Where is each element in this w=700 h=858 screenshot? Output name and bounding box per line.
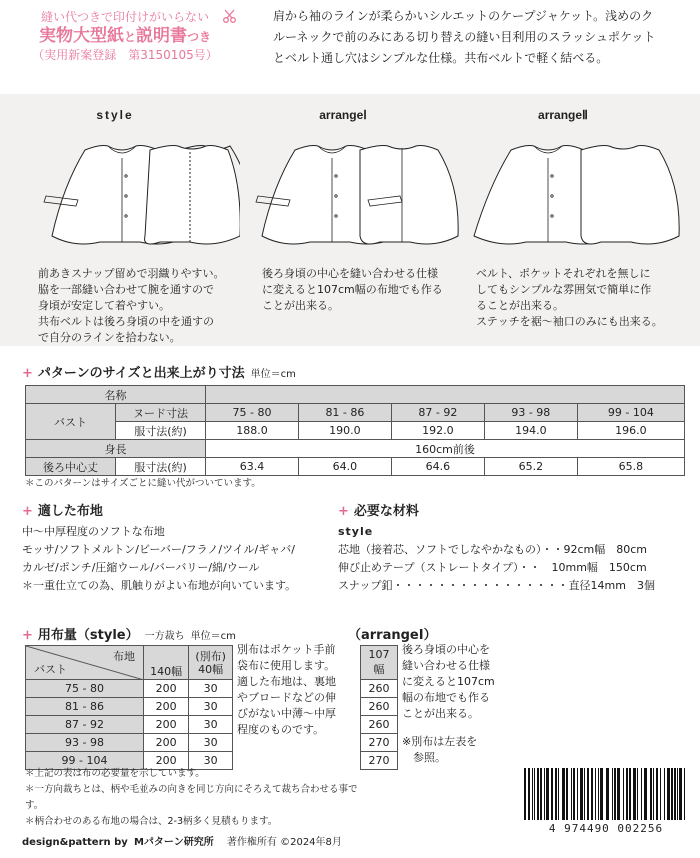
garment-header: 服寸法(約) xyxy=(116,422,206,440)
arrange2-label: arrangeⅡ xyxy=(538,108,588,122)
barcode-bar xyxy=(644,768,647,820)
barcode-bar xyxy=(528,768,530,820)
fabric-label: 布地 xyxy=(113,650,135,663)
barcode-bar xyxy=(671,768,673,820)
barcode-bar xyxy=(566,768,568,820)
barcode-bar xyxy=(623,768,624,820)
garment-header: 服寸法(約) xyxy=(116,458,206,476)
back-garment-cell: 63.4 xyxy=(206,458,299,476)
style-panels xyxy=(0,94,700,346)
barcode-bar xyxy=(534,768,535,820)
barcode-bar xyxy=(580,768,583,820)
barcode xyxy=(522,768,690,820)
tag-line1: 縫い代つきで印付けがいらない xyxy=(40,10,209,24)
bust-garment-cell: 192.0 xyxy=(391,422,484,440)
arrange1-drawing xyxy=(250,136,460,256)
name-header: 名称 xyxy=(26,386,206,404)
size-table xyxy=(25,385,685,476)
yardage-side-note: 別布はポケット手前 袋布に使用します。 適した布地は、裏地 やブロードなどの伸 びがない中薄～中厚 程度のものです。 xyxy=(237,643,336,736)
arrange2-desc: ベルト、ポケットそれぞれを無しに してもシンプルな雰囲気で簡単に作 ることが出来る。 ステッチを裾～袖口のみにも出来る。 xyxy=(476,267,663,328)
yardage-table: 布地 バスト 140幅 (別布) 40幅 75 - 80 200 30 81 - 86 200 30 87 - 92 200 30 93 - 98 200 30 99 - 104 200 30 xyxy=(25,645,233,770)
bust-garment-cell: 196.0 xyxy=(577,422,684,440)
barcode-number: 4 974490 002256 xyxy=(548,822,664,835)
barcode-bar xyxy=(626,768,628,820)
barcode-bar xyxy=(595,768,596,820)
barcode-bar xyxy=(606,768,609,820)
nude-cell: 87 - 92 xyxy=(391,404,484,422)
yardage-title: + 用布量（style） 一方裁ち 単位＝cm xyxy=(22,628,236,643)
back-garment-cell: 65.2 xyxy=(484,458,577,476)
size-section-title: + パターンのサイズと出来上がり寸法 単位＝cm xyxy=(22,366,296,381)
barcode-bar xyxy=(598,768,599,820)
barcode-bar xyxy=(677,768,678,820)
height-header: 身長 xyxy=(26,440,206,458)
barcode-bar xyxy=(650,768,652,820)
barcode-bar xyxy=(679,768,682,820)
height-value: 160cm前後 xyxy=(206,440,685,458)
fabric-section: + 適した布地 中～中厚程度のソフトな布地 モッサ/ソフトメルトン/ビーバー/フラノ/ツイル/ギャバ/ カルゼ/ポンチ/圧縮ウール/バーバリー/綿/ウール ＊一重仕立ての為、肌触りがよい布地が向いています。 xyxy=(22,504,297,592)
intro-text: 肩から袖のラインが柔らかいシルエットのケープジャケット。浅めのク ルーネックで前のみにある切り替えの縫い目利用のスラッシュポケット とベルト通し穴はシンプルな仕様。共布ベルトで軽く結べる。 xyxy=(273,9,656,65)
bust-label: バスト xyxy=(34,663,67,676)
nude-header: ヌード寸法 xyxy=(116,404,206,422)
nude-cell: 93 - 98 xyxy=(484,404,577,422)
barcode-bar xyxy=(584,768,585,820)
yardage-notes: ＊上記の表は布の必要量を示しています。 ＊一方向裁ちとは、柄や毛並みの向きを同じ方向にそろえて裁ち合わせる事です。 ＊柄合わせのある布地の場合は、2-3柄多く見積もります。 xyxy=(25,768,358,827)
plus-icon: + xyxy=(22,504,33,519)
barcode-bar xyxy=(544,768,545,820)
arrange2-drawing xyxy=(466,136,686,256)
style-label: style xyxy=(96,108,134,122)
barcode-bar xyxy=(532,768,533,820)
plus-icon: + xyxy=(338,504,349,519)
back-garment-cell: 64.6 xyxy=(391,458,484,476)
barcode-bar xyxy=(537,768,539,820)
barcode-bar xyxy=(524,768,526,820)
arrange1-side-note: 後ろ身頃の中心を 縫い合わせる仕様 に変えると107cm 幅の布地でも作る ことが出来る。 ※別布は左表を 参照。 xyxy=(402,643,495,764)
barcode-bar xyxy=(546,768,549,820)
barcode-bar xyxy=(614,768,616,820)
barcode-bar xyxy=(629,768,631,820)
barcode-bar xyxy=(637,768,638,820)
tag-line2: 実物大型紙と説明書つき xyxy=(38,26,212,46)
style-drawing xyxy=(30,136,240,256)
barcode-bar xyxy=(551,768,553,820)
barcode-bar xyxy=(641,768,642,820)
bust-garment-cell: 188.0 xyxy=(206,422,299,440)
barcode-bar xyxy=(540,768,542,820)
style-desc: 前あきスナップ留めで羽織りやすい。 脇を一部縫い合わせて腕を通すので 身頃が安定して着やすい。 共布ベルトは後ろ身頃の中を通すの で自分のラインを拾わない。 xyxy=(38,267,225,344)
footer: design&pattern by Mパターン研究所 著作権所有 ©2024年8月 xyxy=(22,837,342,848)
barcode-bar xyxy=(558,768,559,820)
nude-cell: 81 - 86 xyxy=(298,404,391,422)
bust-garment-cell: 190.0 xyxy=(298,422,391,440)
barcode-bar xyxy=(571,768,572,820)
barcode-bar xyxy=(684,768,685,820)
nude-cell: 99 - 104 xyxy=(577,404,684,422)
brand-name: Mパターン研究所 xyxy=(133,837,214,848)
barcode-bar xyxy=(562,768,565,820)
back-garment-cell: 64.0 xyxy=(298,458,391,476)
barcode-bar xyxy=(617,768,620,820)
plus-icon: + xyxy=(22,628,33,643)
barcode-bar xyxy=(633,768,636,820)
barcode-bar xyxy=(600,768,603,820)
barcode-bar xyxy=(587,768,589,820)
back-garment-cell: 65.8 xyxy=(577,458,684,476)
barcode-bar xyxy=(612,768,613,820)
arrange1-label: arrangeⅠ xyxy=(319,108,367,122)
materials-section: + 必要な材料 style 芯地（接着芯、ソフトでしなやかなもの）・・92cm幅 80cm 伸び止めテープ（ストレートタイプ）・・ 10mm幅 150cm スナップ釦・・・・・・・・・・・・・・・・直径14mm 3個 xyxy=(338,504,655,592)
plus-icon: + xyxy=(22,366,33,381)
arrange1-desc: 後ろ身頃の中心を縫い合わせる仕様 に変えると107cm幅の布地でも作る ことが出来る。 xyxy=(262,267,443,312)
arrange1-table: 107幅 260 260 260 270 270 xyxy=(360,645,398,770)
arrange1-title: （arrangeⅠ） xyxy=(348,628,437,643)
barcode-bar xyxy=(555,768,557,820)
bust-header: バスト xyxy=(26,404,116,440)
col-140: 140幅 xyxy=(144,646,189,680)
back-length-header: 後ろ中心丈 xyxy=(26,458,116,476)
size-note: ＊このパターンはサイズごとに縫い代がついています。 xyxy=(25,478,261,489)
barcode-bar xyxy=(577,768,578,820)
barcode-bar xyxy=(656,768,658,820)
product-tag xyxy=(10,10,240,63)
tag-line3: （実用新案登録 第3150105号） xyxy=(32,48,218,62)
scissors-icon xyxy=(222,8,238,24)
barcode-bar xyxy=(664,768,665,820)
barcode-bar xyxy=(667,768,670,820)
barcode-bar xyxy=(660,768,661,820)
barcode-bar xyxy=(591,768,593,820)
bust-garment-cell: 194.0 xyxy=(484,422,577,440)
barcode-bar xyxy=(573,768,575,820)
barcode-bar xyxy=(674,768,676,820)
barcode-bar xyxy=(653,768,654,820)
nude-cell: 75 - 80 xyxy=(206,404,299,422)
